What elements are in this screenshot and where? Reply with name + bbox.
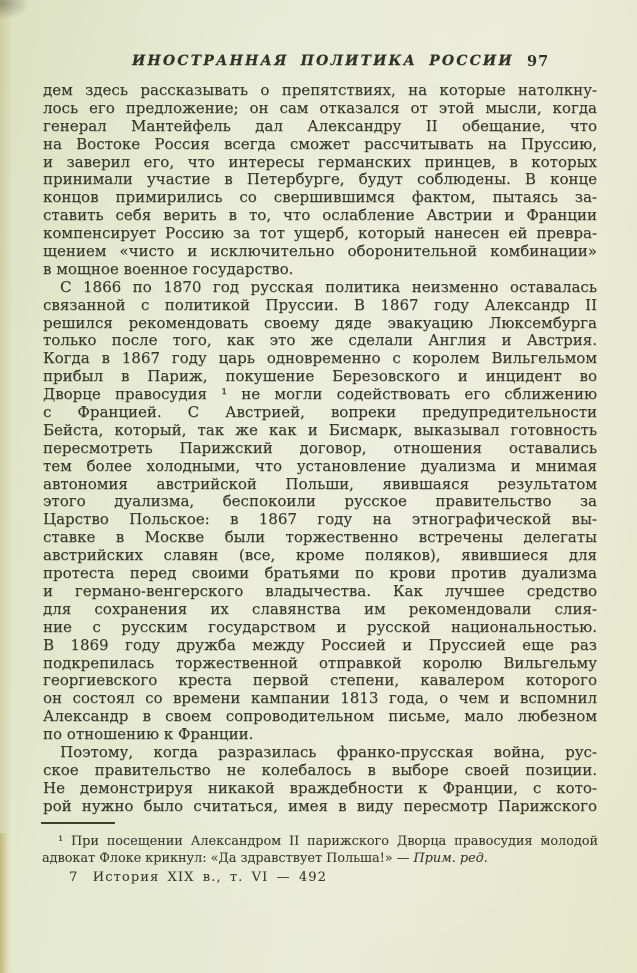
text-line: и заверил его, что интересы германских принцев, в которых — [43, 153, 597, 171]
running-header — [0, 53, 637, 73]
text-line: компенсирует Россию за тот ущерб, который нанесен ей превра- — [43, 225, 597, 243]
text-line: генерал Мантейфель дал Александру II обещание, что — [43, 117, 597, 135]
text-line: георгиевского креста первой степени, кавалером которого — [43, 672, 597, 690]
text-line: ставить себя верить в то, что ослабление Австрии и Франции — [43, 207, 597, 225]
scan-corner-smudge — [0, 0, 30, 20]
text-line: автономия австрийской Польши, явившаяся результатом — [43, 475, 597, 493]
text-line: он состоял со времени кампании 1813 года, о чем и вспомнил — [43, 690, 597, 708]
text-line: пересмотреть Парижский договор, отношения оставались — [43, 439, 597, 457]
signature-number: 7 — [69, 870, 78, 885]
page-number: 97 — [527, 53, 550, 70]
text-line: С 1866 по 1870 год русская политика неизменно оставалась — [60, 278, 597, 296]
text-line: по отношению к Франции. — [43, 726, 254, 744]
text-line: протеста перед своими братьями по крови против дуализма — [43, 565, 597, 583]
text-line: для сохранения их славянства им рекомендовали слия- — [43, 600, 597, 618]
footnote — [42, 833, 598, 867]
footnote-divider — [41, 822, 115, 824]
text-line: Когда в 1867 году царь одновременно с королем Вильгельмом — [43, 350, 597, 368]
text-line: концов примирились со свершившимся фактом, пытаясь за- — [43, 189, 597, 207]
text-line: дем здесь рассказывать о препятствиях, на которые натолкну- — [43, 82, 597, 99]
footnote-line: ¹ При посещении Александром II парижского Дворца правосудия молодой — [58, 834, 598, 849]
printers-signature — [69, 870, 327, 885]
text-line: только после того, как это же сделали Англия и Австрия. — [43, 332, 597, 350]
body-text — [43, 82, 597, 816]
text-line: щением «чисто и исключительно оборонительной комбинации» — [43, 243, 597, 261]
text-line: ское правительство не колебалось в выборе своей позиции. — [43, 761, 597, 779]
text-line: австрийских славян (все, кроме поляков), явившиеся для — [43, 547, 597, 565]
edition-info: История XIX в., т. VI — 492 — [92, 870, 327, 885]
footnote-attribution: Прим. ред. — [413, 851, 488, 866]
text-line: этого дуализма, беспокоили русское правительство за — [43, 493, 597, 511]
text-line: Не демонстрируя никакой враждебности к Франции, с кото- — [43, 779, 597, 797]
text-line: подкрепилась торжественной отправкой королю Вильгельму — [43, 654, 597, 672]
text-line: принимали участие в Петербурге, будут соблюдены. В конце — [43, 171, 597, 189]
footnote-line — [42, 850, 598, 867]
text-line: рой нужно было считаться, имея в виду пересмотр Парижского — [43, 797, 597, 815]
text-line: лось его предложение; он сам отказался от этой мысли, когда — [43, 99, 597, 117]
chapter-title: ИНОСТРАННАЯ ПОЛИТИКА РОССИИ — [132, 53, 514, 69]
text-line: в мощное военное государство. — [43, 260, 294, 278]
page-bottom-left-edge-shading — [0, 833, 8, 973]
page-left-edge-shading — [0, 0, 12, 973]
text-line: ние с русским государством и русской национальностью. — [43, 618, 597, 636]
text-line: тем более холодными, что установление дуализма и мнимая — [43, 457, 597, 475]
text-line: прибыл в Париж, покушение Березовского и инцидент во — [43, 368, 597, 386]
text-line: ставке в Москве были торжественно встречены делегаты — [43, 529, 597, 547]
text-line: Бейста, который, так же как и Бисмарк, выказывал готовность — [43, 421, 597, 439]
text-line: связанной с политикой Пруссии. В 1867 году Александр II — [43, 296, 597, 314]
text-line: Александр в своем сопроводительном письме, мало любезном — [43, 708, 597, 726]
text-line: Поэтому, когда разразилась франко-прусская война, рус- — [60, 743, 597, 761]
text-line: на Востоке Россия всегда сможет рассчитывать на Пруссию, — [43, 135, 597, 153]
text-line: с Францией. С Австрией, вопреки предупредительности — [43, 404, 597, 422]
text-line: и германо-венгерского владычества. Как лучшее средство — [43, 582, 597, 600]
text-line: Дворце правосудия ¹ не могли содействовать его сближению — [43, 386, 597, 404]
text-line: решился рекомендовать своему дяде эвакуацию Люксембурга — [43, 314, 597, 332]
text-line: Царство Польское: в 1867 году на этнографической вы- — [43, 511, 597, 529]
text-line: В 1869 году дружба между Россией и Пруссией еще раз — [43, 636, 597, 654]
footnote-text: адвокат Флоке крикнул: «Да здравствует Польша!» — — [42, 851, 414, 866]
